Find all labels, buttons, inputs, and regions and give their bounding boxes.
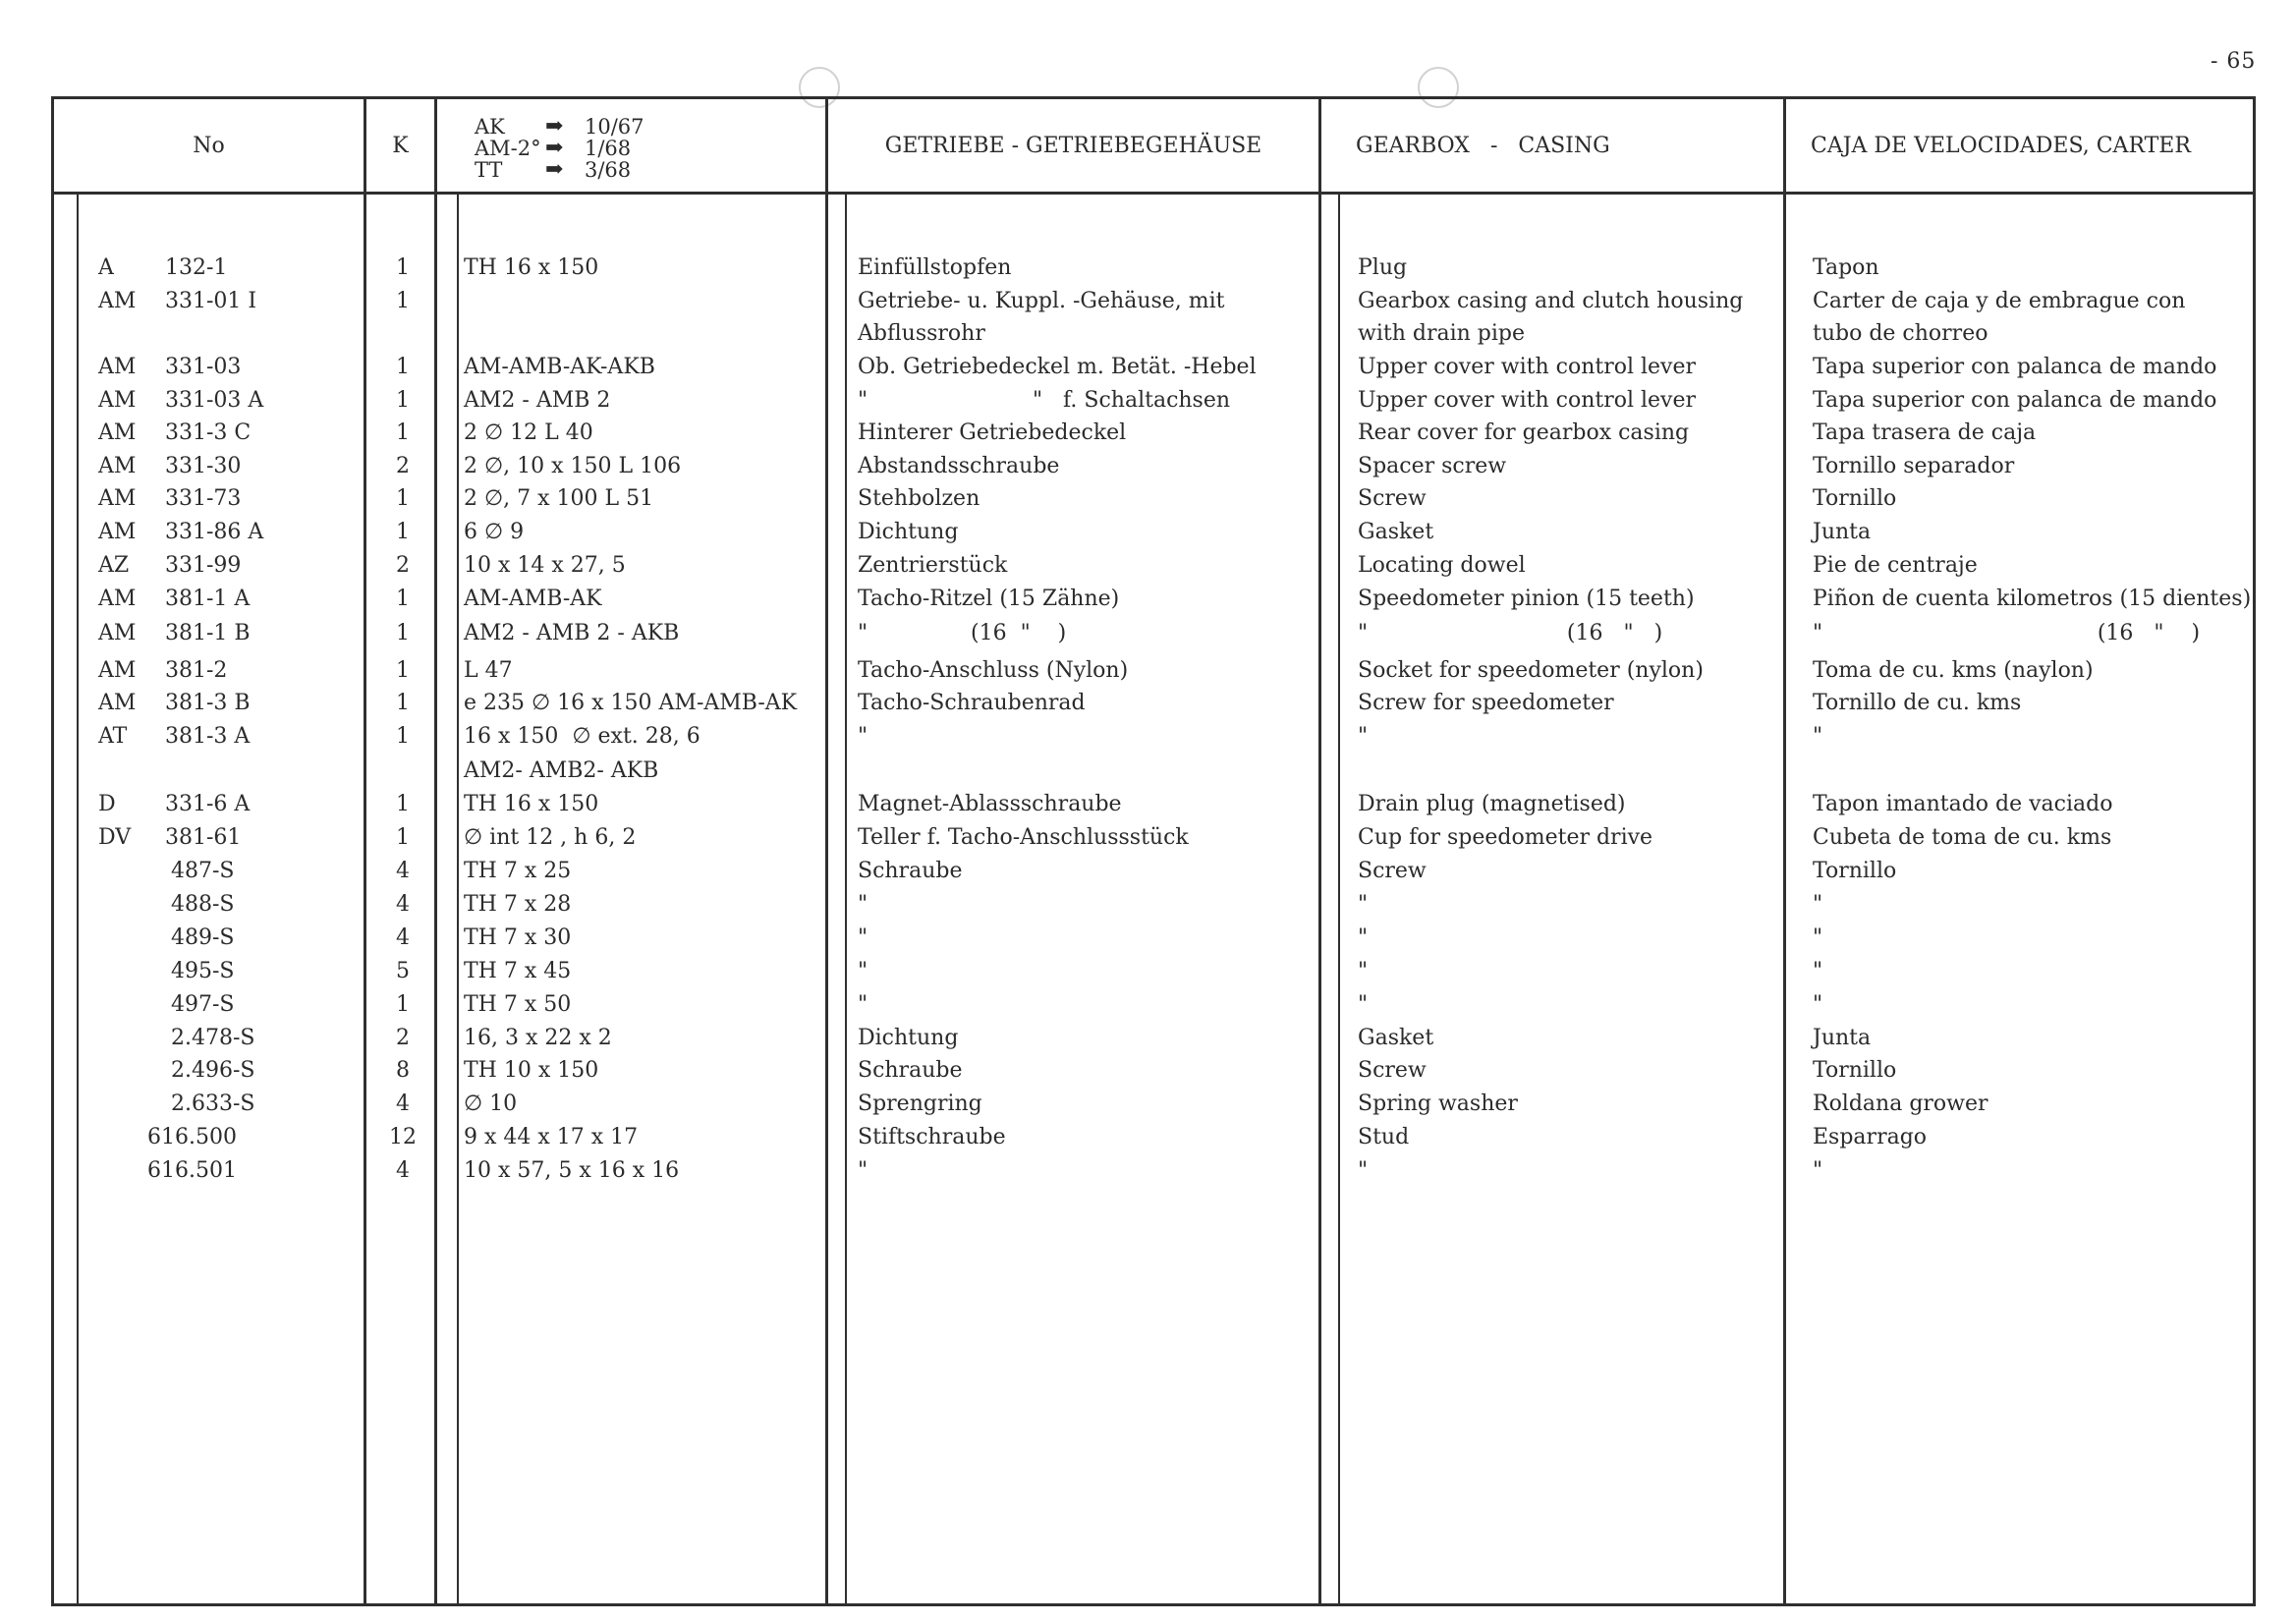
ak-row <box>475 159 663 181</box>
quantity: 5 <box>396 959 410 983</box>
spec: L 47 <box>464 658 513 683</box>
description-spanish: Tornillo de cu. kms <box>1813 691 2022 715</box>
header-no <box>54 96 364 195</box>
quantity: 4 <box>396 1158 410 1183</box>
ak-date: 3/68 <box>585 158 632 182</box>
quantity: 1 <box>396 520 410 544</box>
quantity: 1 <box>396 289 410 313</box>
part-number: 331-01 I <box>165 289 257 313</box>
description-spanish: Toma de cu. kms (naylon) <box>1813 658 2094 683</box>
description-spanish: Tornillo <box>1813 486 1897 511</box>
description-german: " <box>858 724 868 749</box>
header-k-label: K <box>392 133 409 158</box>
part-prefix: DV <box>98 825 132 850</box>
description-german: Tacho-Anschluss (Nylon) <box>858 658 1129 683</box>
part-number: 331-03 <box>165 355 242 379</box>
part-prefix: AM <box>98 520 137 544</box>
description-english: " <box>1358 892 1369 917</box>
description-spanish: Tornillo <box>1813 1058 1897 1083</box>
part-prefix: AT <box>98 724 128 749</box>
page-number: - 65 <box>2211 49 2257 74</box>
quantity: 1 <box>396 792 410 816</box>
quantity: 4 <box>396 859 410 883</box>
part-prefix: A <box>98 255 114 280</box>
description-german: " (16 " ) <box>858 621 1067 645</box>
quantity: 2 <box>396 553 410 578</box>
description-spanish: tubo de chorreo <box>1813 321 1988 346</box>
part-prefix: AM <box>98 454 137 478</box>
description-spanish: Tapa superior con palanca de mando <box>1813 388 2217 413</box>
header-english-label: GEARBOX - CASING <box>1356 133 1610 158</box>
description-german: Teller f. Tacho-Anschlussstück <box>858 825 1189 850</box>
description-german: Stiftschraube <box>858 1125 1006 1149</box>
description-german: Dichtung <box>858 1026 959 1050</box>
description-german: Einfüllstopfen <box>858 255 1012 280</box>
header-spanish-label: CAJA DE VELOCIDADES, CARTER <box>1811 133 2191 158</box>
description-german: Schraube <box>858 1058 963 1083</box>
description-spanish: " <box>1813 925 1823 950</box>
description-german: " <box>858 925 868 950</box>
part-number: 381-1 A <box>165 587 251 611</box>
description-english: " (16 " ) <box>1358 621 1663 645</box>
spec: TH 16 x 150 <box>464 792 599 816</box>
description-english: Rear cover for gearbox casing <box>1358 420 1690 445</box>
description-german: Hinterer Getriebedeckel <box>858 420 1127 445</box>
description-german: " <box>858 892 868 917</box>
inner-margin-line <box>1338 195 1340 1606</box>
quantity: 12 <box>389 1125 417 1149</box>
header-german <box>828 96 1318 195</box>
part-number: 497-S <box>171 992 235 1017</box>
part-prefix: AZ <box>98 553 130 578</box>
description-german: " " f. Schaltachsen <box>858 388 1231 413</box>
description-german: " <box>858 992 868 1017</box>
part-number: 2.478-S <box>171 1026 255 1050</box>
spec: 10 x 57, 5 x 16 x 16 <box>464 1158 680 1183</box>
ak-date-table <box>475 116 663 181</box>
spec: TH 7 x 45 <box>464 959 572 983</box>
quantity: 4 <box>396 925 410 950</box>
quantity: 1 <box>396 255 410 280</box>
header-english <box>1356 96 1783 195</box>
column-divider <box>364 96 366 1606</box>
description-english: Screw <box>1358 486 1427 511</box>
description-english: with drain pipe <box>1358 321 1526 346</box>
description-english: Spring washer <box>1358 1092 1518 1116</box>
part-number: 381-3 A <box>165 724 251 749</box>
part-number: 331-99 <box>165 553 242 578</box>
ak-row <box>475 138 663 159</box>
spec: AM2 - AMB 2 <box>464 388 611 413</box>
description-english: " <box>1358 959 1369 983</box>
ak-model: AM-2° <box>475 137 541 160</box>
description-english: Screw <box>1358 1058 1427 1083</box>
description-english: Screw <box>1358 859 1427 883</box>
description-spanish: Tapa trasera de caja <box>1813 420 2037 445</box>
quantity: 8 <box>396 1058 410 1083</box>
part-prefix: AM <box>98 420 137 445</box>
description-german: Tacho-Schraubenrad <box>858 691 1086 715</box>
spec: AM-AMB-AK <box>464 587 602 611</box>
description-english: Gearbox casing and clutch housing <box>1358 289 1744 313</box>
ak-row <box>475 116 663 138</box>
description-german: Zentrierstück <box>858 553 1008 578</box>
quantity: 1 <box>396 992 410 1017</box>
part-prefix: AM <box>98 621 137 645</box>
description-english: Spacer screw <box>1358 454 1507 478</box>
quantity: 1 <box>396 486 410 511</box>
description-english: Upper cover with control lever <box>1358 388 1697 413</box>
description-spanish: " <box>1813 1158 1823 1183</box>
inner-margin-line <box>457 195 459 1606</box>
description-english: Gasket <box>1358 1026 1434 1050</box>
part-number: 616.500 <box>147 1125 237 1149</box>
ak-date: 10/67 <box>585 115 644 139</box>
description-english: Speedometer pinion (15 teeth) <box>1358 587 1695 611</box>
description-english: Socket for speedometer (nylon) <box>1358 658 1704 683</box>
column-divider <box>434 96 437 1606</box>
description-spanish: Tornillo separador <box>1813 454 2015 478</box>
description-spanish: " <box>1813 959 1823 983</box>
description-english: " <box>1358 1158 1369 1183</box>
quantity: 1 <box>396 355 410 379</box>
part-number: 488-S <box>171 892 235 917</box>
part-number: 331-3 C <box>165 420 252 445</box>
description-spanish: " <box>1813 724 1823 749</box>
description-spanish: Tapon imantado de vaciado <box>1813 792 2113 816</box>
part-prefix: AM <box>98 486 137 511</box>
quantity: 2 <box>396 454 410 478</box>
description-spanish: " <box>1813 992 1823 1017</box>
quantity: 1 <box>396 621 410 645</box>
spec: 6 ∅ 9 <box>464 520 525 544</box>
part-number: 381-1 B <box>165 621 251 645</box>
description-english: " <box>1358 724 1369 749</box>
part-prefix: AM <box>98 587 137 611</box>
spec: ∅ int 12 , h 6, 2 <box>464 825 637 850</box>
part-number: 2.633-S <box>171 1092 255 1116</box>
part-number: 132-1 <box>165 255 228 280</box>
description-german: Sprengring <box>858 1092 982 1116</box>
description-english: Gasket <box>1358 520 1434 544</box>
part-number: 331-73 <box>165 486 242 511</box>
arrow-right-icon: ➡ <box>545 157 564 182</box>
part-number: 331-6 A <box>165 792 251 816</box>
part-number: 331-30 <box>165 454 242 478</box>
description-english: Plug <box>1358 255 1408 280</box>
description-spanish: " (16 " ) <box>1813 621 2201 645</box>
part-number: 616.501 <box>147 1158 237 1183</box>
spec: 9 x 44 x 17 x 17 <box>464 1125 639 1149</box>
quantity: 1 <box>396 825 410 850</box>
quantity: 1 <box>396 420 410 445</box>
description-english: Upper cover with control lever <box>1358 355 1697 379</box>
description-german: Getriebe- u. Kuppl. -Gehäuse, mit <box>858 289 1225 313</box>
quantity: 1 <box>396 691 410 715</box>
description-german: Tacho-Ritzel (15 Zähne) <box>858 587 1120 611</box>
spec: TH 7 x 28 <box>464 892 572 917</box>
description-spanish: Piñon de cuenta kilometros (15 dientes) <box>1813 587 2252 611</box>
quantity: 1 <box>396 724 410 749</box>
description-german: " <box>858 1158 868 1183</box>
part-number: 495-S <box>171 959 235 983</box>
part-number: 487-S <box>171 859 235 883</box>
description-spanish: Tornillo <box>1813 859 1897 883</box>
spec: ∅ 10 <box>464 1092 518 1116</box>
description-spanish: Junta <box>1813 520 1872 544</box>
spec: TH 10 x 150 <box>464 1058 599 1083</box>
header-spanish <box>1811 96 2253 195</box>
part-prefix: AM <box>98 691 137 715</box>
quantity: 4 <box>396 892 410 917</box>
description-spanish: Pie de centraje <box>1813 553 1978 578</box>
part-prefix: AM <box>98 355 137 379</box>
description-spanish: " <box>1813 892 1823 917</box>
column-divider <box>825 96 828 1606</box>
spec: 2 ∅ 12 L 40 <box>464 420 593 445</box>
part-number: 381-3 B <box>165 691 251 715</box>
spec: TH 7 x 30 <box>464 925 572 950</box>
description-english: Screw for speedometer <box>1358 691 1614 715</box>
spec: 10 x 14 x 27, 5 <box>464 553 626 578</box>
column-divider <box>1318 96 1321 1606</box>
spec: 2 ∅, 10 x 150 L 106 <box>464 454 682 478</box>
part-prefix: AM <box>98 658 137 683</box>
description-spanish: Roldana grower <box>1813 1092 1988 1116</box>
description-german: Ob. Getriebedeckel m. Betät. -Hebel <box>858 355 1257 379</box>
description-spanish: Esparrago <box>1813 1125 1928 1149</box>
part-prefix: AM <box>98 388 137 413</box>
inner-margin-line <box>77 195 79 1606</box>
ak-model: TT <box>475 158 503 182</box>
header-k <box>366 96 434 195</box>
description-german: Stehbolzen <box>858 486 980 511</box>
arrow-right-icon: ➡ <box>545 114 564 139</box>
ak-model: AK <box>475 115 505 139</box>
spec: TH 16 x 150 <box>464 255 599 280</box>
description-english: Drain plug (magnetised) <box>1358 792 1626 816</box>
description-english: Stud <box>1358 1125 1410 1149</box>
part-prefix: D <box>98 792 116 816</box>
quantity: 1 <box>396 587 410 611</box>
spec: 16, 3 x 22 x 2 <box>464 1026 612 1050</box>
header-no-label: No <box>193 133 225 158</box>
description-english: Locating dowel <box>1358 553 1526 578</box>
spec: AM-AMB-AK-AKB <box>464 355 655 379</box>
spec: TH 7 x 50 <box>464 992 572 1017</box>
part-number: 381-2 <box>165 658 228 683</box>
description-english: " <box>1358 992 1369 1017</box>
description-german: " <box>858 959 868 983</box>
part-number: 331-86 A <box>165 520 264 544</box>
part-prefix: AM <box>98 289 137 313</box>
part-number: 2.496-S <box>171 1058 255 1083</box>
quantity: 4 <box>396 1092 410 1116</box>
description-german: Abflussrohr <box>858 321 985 346</box>
part-number: 489-S <box>171 925 235 950</box>
description-spanish: Cubeta de toma de cu. kms <box>1813 825 2112 850</box>
spec: e 235 ∅ 16 x 150 AM-AMB-AK <box>464 691 798 715</box>
arrow-right-icon: ➡ <box>545 136 564 160</box>
ak-date: 1/68 <box>585 137 632 160</box>
quantity: 2 <box>396 1026 410 1050</box>
description-german: Schraube <box>858 859 963 883</box>
description-spanish: Carter de caja y de embrague con <box>1813 289 2186 313</box>
spec: 16 x 150 ∅ ext. 28, 6 <box>464 724 700 749</box>
description-spanish: Tapon <box>1813 255 1879 280</box>
quantity: 1 <box>396 658 410 683</box>
description-spanish: Junta <box>1813 1026 1872 1050</box>
spec: TH 7 x 25 <box>464 859 572 883</box>
inner-margin-line <box>845 195 847 1606</box>
spec: 2 ∅, 7 x 100 L 51 <box>464 486 654 511</box>
header-german-label: GETRIEBE - GETRIEBEGEHÄUSE <box>884 133 1262 158</box>
description-english: Cup for speedometer drive <box>1358 825 1653 850</box>
description-english: " <box>1358 925 1369 950</box>
part-number: 381-61 <box>165 825 242 850</box>
part-number: 331-03 A <box>165 388 264 413</box>
spec: AM2- AMB2- AKB <box>464 758 659 783</box>
spec: AM2 - AMB 2 - AKB <box>464 621 680 645</box>
description-german: Dichtung <box>858 520 959 544</box>
description-spanish: Tapa superior con palanca de mando <box>1813 355 2217 379</box>
description-german: Abstandsschraube <box>858 454 1060 478</box>
description-german: Magnet-Ablassschraube <box>858 792 1122 816</box>
column-divider <box>1783 96 1786 1606</box>
quantity: 1 <box>396 388 410 413</box>
